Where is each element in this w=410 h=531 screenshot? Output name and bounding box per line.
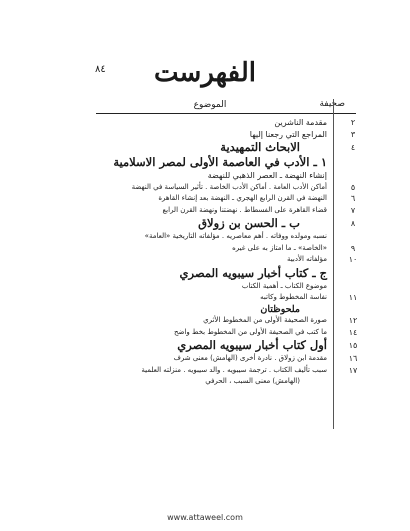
toc-page-number: ١٤ <box>348 327 358 337</box>
toc-page-number: ٨ <box>350 219 356 228</box>
toc-entry-text: ما كتب في الصحيفة الأولى من المخطوط بخط واضح <box>174 327 327 336</box>
toc-entry <box>100 254 360 266</box>
toc-entry <box>100 129 360 141</box>
toc-page-number: ١٦ <box>348 354 358 363</box>
toc-page-number: ١٢ <box>348 316 358 325</box>
toc-entry <box>100 353 360 365</box>
toc-entry <box>100 205 360 217</box>
toc-entry-text: سبب تأليف الكتاب . ترجمة سيبويه . والد سيبويه . منزلته العلمية <box>141 365 327 374</box>
toc-entry <box>100 304 360 316</box>
header-divider <box>96 113 356 114</box>
toc-entry <box>100 281 360 293</box>
toc-entry <box>100 140 360 155</box>
toc-entry <box>100 338 360 353</box>
toc-page-number: ٢ <box>350 118 356 127</box>
toc-entry-text: أماكن الأدب العامة . أماكن الأدب الخاصة . تأثير السياسة في النهضة <box>131 182 327 191</box>
toc-entry-text: «الخاصة» ـ ما امتاز به على غيره <box>232 243 327 252</box>
toc-entry <box>100 243 360 255</box>
page-title: الفهرست <box>154 58 256 88</box>
toc-entry-text: مؤلفاته الأدبية <box>287 255 327 263</box>
toc-entry-text: المراجع التي رجعنا إليها <box>249 129 327 139</box>
toc-entry-text: إنشاء النهضة ـ العصر الذهبي للنهضة <box>207 171 327 180</box>
toc-entry-text: الابحاث التمهيدية <box>220 140 300 154</box>
toc-entry <box>100 365 360 377</box>
toc-entry-text: نسبه ومولده ووفاته . أهم معاصريه . مؤلفاته التاريخية «العامة» <box>144 232 327 240</box>
toc-entry <box>100 216 360 231</box>
toc-page-number: ٣ <box>350 129 356 139</box>
toc-page-number: ٩ <box>350 243 356 253</box>
toc-entry-text: مقدمة الناشرين <box>274 118 327 127</box>
toc-entry <box>100 170 360 182</box>
toc-entry <box>100 117 360 129</box>
toc-page-number: ١٥ <box>348 341 358 350</box>
toc-page-number: ١٧ <box>348 365 358 375</box>
toc-entry-text: قضاء القاهرة على الفسطاط . نهضتنا ونهضة القرن الرابع <box>162 205 327 214</box>
toc-entry <box>100 292 360 304</box>
toc-entry <box>100 182 360 194</box>
toc-entry-text: مقدمة ابن زولاق . نادرة أخرى (الهامش) معنى شرف <box>173 354 327 362</box>
toc-entry <box>100 266 360 281</box>
toc-entry-text: ج ـ كتاب أخبار سيبويه المصري <box>179 265 327 280</box>
page-number: ٨٤ <box>95 64 106 75</box>
toc-page-number: ١٠ <box>348 255 358 264</box>
column-header-topic: الموضوع <box>193 100 227 110</box>
toc-entry <box>100 193 360 205</box>
toc-entry-text: ١ ـ الأدب في العاصمة الأولى لمصر الاسلامية <box>113 155 327 169</box>
toc-entry <box>100 315 360 327</box>
footer-url: www.attaweel.com <box>167 513 243 522</box>
toc-entry-text: ملحوظتان <box>260 303 300 315</box>
toc-entry <box>100 231 360 243</box>
toc-entry-text: صورة الصحيفة الأولى من المخطوط الأثري <box>203 316 327 324</box>
column-header-page: صحيفة <box>319 99 345 109</box>
toc-entry <box>100 155 360 170</box>
toc-entry <box>100 376 360 388</box>
toc-page-number: ٤ <box>350 143 356 152</box>
table-of-contents <box>100 117 360 388</box>
toc-entry-text: نفاسة المخطوط وكاتبه <box>260 293 327 301</box>
toc-entry-text: أول كتاب أخبار سيبويه المصري <box>177 338 327 352</box>
toc-entry-text: النهضة في القرن الرابع الهجري ـ النهضة بعد إنشاء القاهرة <box>158 194 327 202</box>
toc-page-number: ١١ <box>348 293 358 302</box>
toc-page-number: ٦ <box>350 194 356 203</box>
toc-entry-text: موضوع الكتاب ـ أهمية الكتاب <box>241 281 327 290</box>
toc-page-number: ٥ <box>350 182 356 192</box>
toc-entry <box>100 327 360 339</box>
toc-page-number: ٧ <box>350 205 356 215</box>
toc-entry-text: ب ـ الحسن بن زولاق <box>198 216 300 230</box>
toc-entry-text: (الهامش) معنى السبب ، الحرفي <box>205 377 300 385</box>
